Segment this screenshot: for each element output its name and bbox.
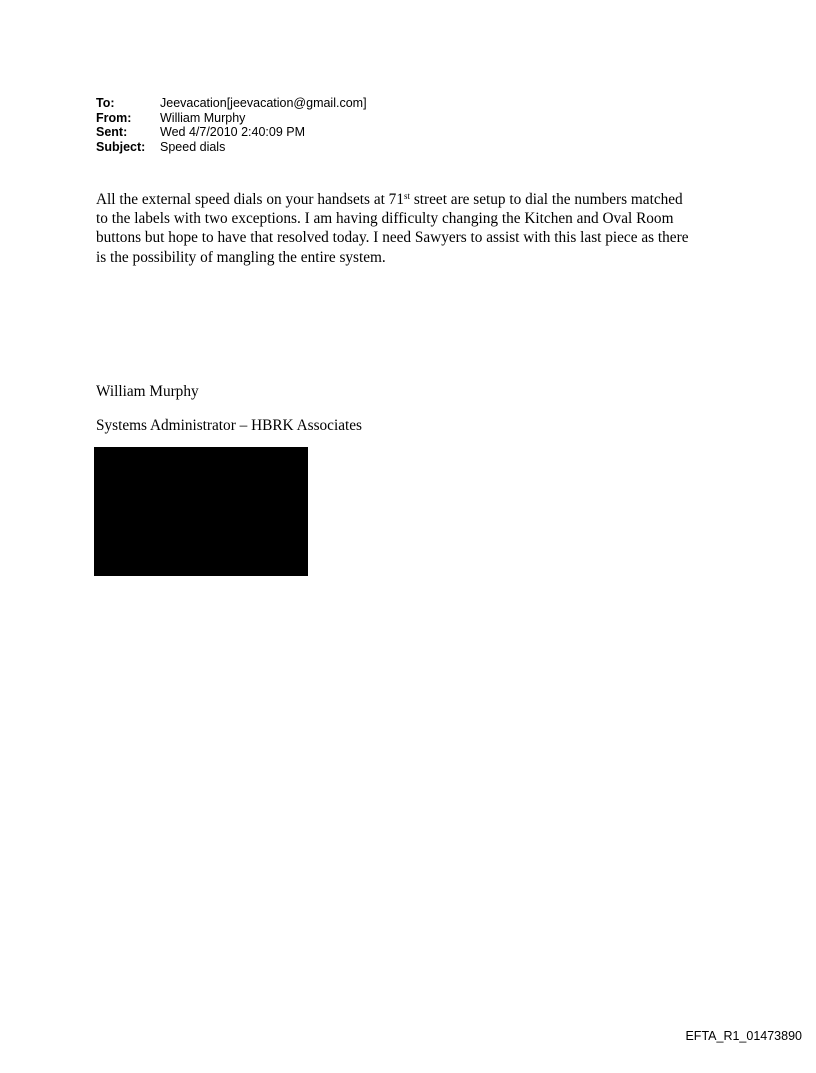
- from-value: William Murphy: [160, 110, 246, 125]
- document-id: EFTA_R1_01473890: [685, 1029, 802, 1043]
- body-line-1-start: All the external speed dials on your handsets at 71: [96, 191, 404, 208]
- body-line-4: is the possibility of mangling the entire system.: [96, 248, 386, 266]
- subject-row: [96, 140, 367, 155]
- email-body: [96, 190, 736, 267]
- sent-value: Wed 4/7/2010 2:40:09 PM: [160, 125, 306, 139]
- sent-label: Sent:: [96, 125, 128, 139]
- body-line-3: buttons but hope to have that resolved today. I need Sawyers to assist with this last piece as there: [96, 229, 689, 247]
- to-label: To:: [96, 96, 115, 110]
- body-line-1: [96, 190, 736, 209]
- body-line-1-end: street are setup to dial the numbers matched: [410, 191, 683, 208]
- subject-label: Subject:: [96, 139, 146, 154]
- body-line-2: to the labels with two exceptions. I am having difficulty changing the Kitchen and Oval Room: [96, 210, 674, 228]
- redaction-block: [94, 447, 308, 576]
- to-row: [96, 96, 367, 111]
- to-value: Jeevacation[jeevacation@gmail.com]: [160, 96, 367, 110]
- signature-title: Systems Administrator – HBRK Associates: [96, 417, 362, 434]
- sent-row: [96, 125, 367, 140]
- email-header: [96, 96, 367, 154]
- signature-name: William Murphy: [96, 383, 199, 400]
- from-label: From:: [96, 110, 132, 125]
- subject-value: Speed dials: [160, 139, 226, 154]
- ordinal-suffix: st: [403, 191, 410, 201]
- from-row: [96, 111, 367, 126]
